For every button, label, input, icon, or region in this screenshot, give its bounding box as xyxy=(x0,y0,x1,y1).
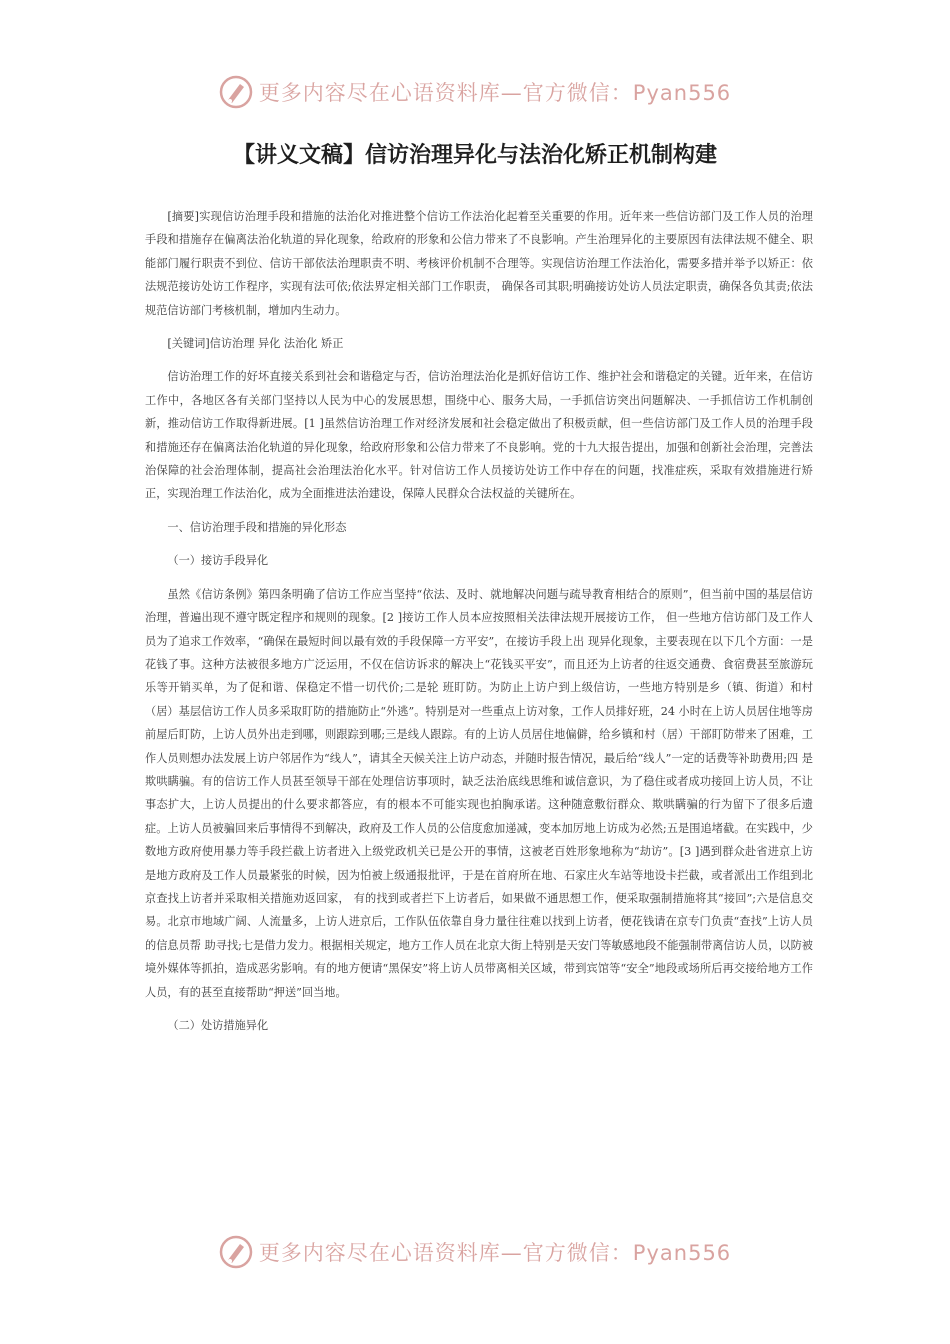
intro-paragraph: 信访治理工作的好坏直接关系到社会和谐稳定与否，信访治理法治化是抓好信访工作、维护社会和谐稳定的关键。近年来，在信访工作中，各地区各有关部门坚持以人民为中心的发展思想，围绕中心、服务大局，一手抓信访突出问题解决、一手抓信访工作机制创新，推动信访工作取得新进展。[1 ]虽然信访治理工作对经济发展和社会稳定做出了积极贡献，但一些信访部门及工作人员的治理手段和措施还存在偏离法治化轨道的异化现象，给政府形象和公信力带来了不良影响。党的十九大报告提出，加强和创新社会治理，完善法治保障的社会治理体制，提高社会治理法治化水平。针对信访工作人员接访处访工作中存在的问题，找准症疾，采取有效措施进行矫正，实现治理工作法治化，成为全面推进法治建设，保障人民群众合法权益的关键所在。 xyxy=(145,370,813,501)
watermark-text: 更多内容尽在心语资料库—官方微信：Pyan556 xyxy=(258,81,732,105)
body-paragraph-1: 虽然《信访条例》第四条明确了信访工作应当坚持“依法、及时、就地解决问题与疏导教育相结合的原则”，但当前中国的基层信访治理，普遍出现不遵守既定程序和规则的现象。[2 ]接访工作人员本应按照相关法律法规开展接访工作， 但一些地方信访部门及工作人员为了追求工作效率，“确保在最短时间以最有效的手段保障一方平安”，在接访手段上出 现异化现象，主要表现在以下几个方面：一是花钱了事。这种方法被很多地方广泛运用，不仅在信访诉求的解决上“花钱买平安”，而且还为上访者的往返交通费、食宿费甚至旅游玩乐等开销买单，为了促和谐、保稳定不惜一切代价;二是轮 班盯防。为防止上访户到上级信访，一些地方特别是乡（镇、街道）和村（居）基层信访工作人员多采取盯防的措施防止“外逃”。特别是对一些重点上访对象，工作人员排好班，24 小时在上访人员居住地等房前屋后盯防，上访人员外出走到哪，则跟踪到哪;三是线人跟踪。有的上访人员居住地偏僻，给乡镇和村（居）干部盯防带来了困难，工作人员则想办法发展上访户邻居作为“线人”，请其全天候关注上访户动态，并随时报告情况，最后给“线人”一定的话费等补助费用;四 是欺哄瞒骗。有的信访工作人员甚至领导干部在处理信访事项时，缺乏法治底线思维和诚信意识，为了稳住或者成功接回上访人员，不让事态扩大，上访人员提出的什么要求都答应，有的根本不可能实现也拍胸承诺。这种随意敷衍群众、欺哄瞒骗的行为留下了很多后遗症。上访人员被骗回来后事情得不到解决，政府及工作人员的公信度愈加递减，变本加厉地上访成为必然;五是围追堵截。在实践中，少数地方政府使用暴力等手段拦截上访者进入上级党政机关已是公开的事情，这被老百姓形象地称为“劫访”。[3 ]遇到群众赴省进京上访是地方政府及工作人员最紧张的时候，因为怕被上级通报批评，于是在首府所在地、石家庄火车站等地设卡拦截，或者派出工作组到北京查找上访者并采取相关措施劝返回家， 有的找到或者拦下上访者后，如果做不通思想工作，便采取强制措施将其“接回”;六是信息交易。北京市地域广阔、人流量多，上访人进京后，工作队伍依靠自身力量往往难以找到上访者，便花钱请在京专门负责“查找”上访人员的信息员帮 助寻找;七是借力发力。根据相关规定，地方工作人员在北京大街上特别是天安门等敏感地段不能强制带离信访人员，以防被境外媒体等抓拍，造成恶劣影响。有的地方便请“黑保安”将上访人员带离相关区域，带到宾馆等“安全”地段或场所后再交接给地方工作人员，有的甚至直接帮助“押送”回当地。 xyxy=(145,587,813,999)
document-body xyxy=(145,205,813,1047)
watermark-banner-bottom xyxy=(0,1232,950,1272)
watermark-banner-top xyxy=(0,72,950,112)
pen-logo-icon xyxy=(219,1235,253,1269)
abstract-paragraph: [摘要]实现信访治理手段和措施的法治化对推进整个信访工作法治化起着至关重要的作用。近年来一些信访部门及工作人员的治理手段和措施存在偏离法治化轨道的异化现象，给政府的形象和公信力带来了不良影响。产生治理异化的主要原因有法律法规不健全、职能部门履行职责不到位、信访干部依法治理职责不明、考核评价机制不合理等。实现信访治理工作法治化，需要多措并举予以矫正：依法规范接访处访工作程序，实现有法可依;依法界定相关部门工作职责， 确保各司其职;明确接访处访人员法定职责，确保各负其责;依法规范信访部门考核机制，增加内生动力。 xyxy=(145,210,813,317)
document-title: 【讲义文稿】信访治理异化与法治化矫正机制构建 xyxy=(232,143,717,168)
section-heading-1: 一、信访治理手段和措施的异化形态 xyxy=(167,520,347,534)
watermark-text: 更多内容尽在心语资料库—官方微信：Pyan556 xyxy=(258,1241,732,1265)
pen-logo-icon xyxy=(219,75,253,109)
subsection-heading-2: （二）处访措施异化 xyxy=(167,1019,269,1032)
keywords-paragraph: [关键词]信访治理 异化 法治化 矫正 xyxy=(167,337,344,351)
subsection-heading-1: （一）接访手段异化 xyxy=(167,554,269,568)
